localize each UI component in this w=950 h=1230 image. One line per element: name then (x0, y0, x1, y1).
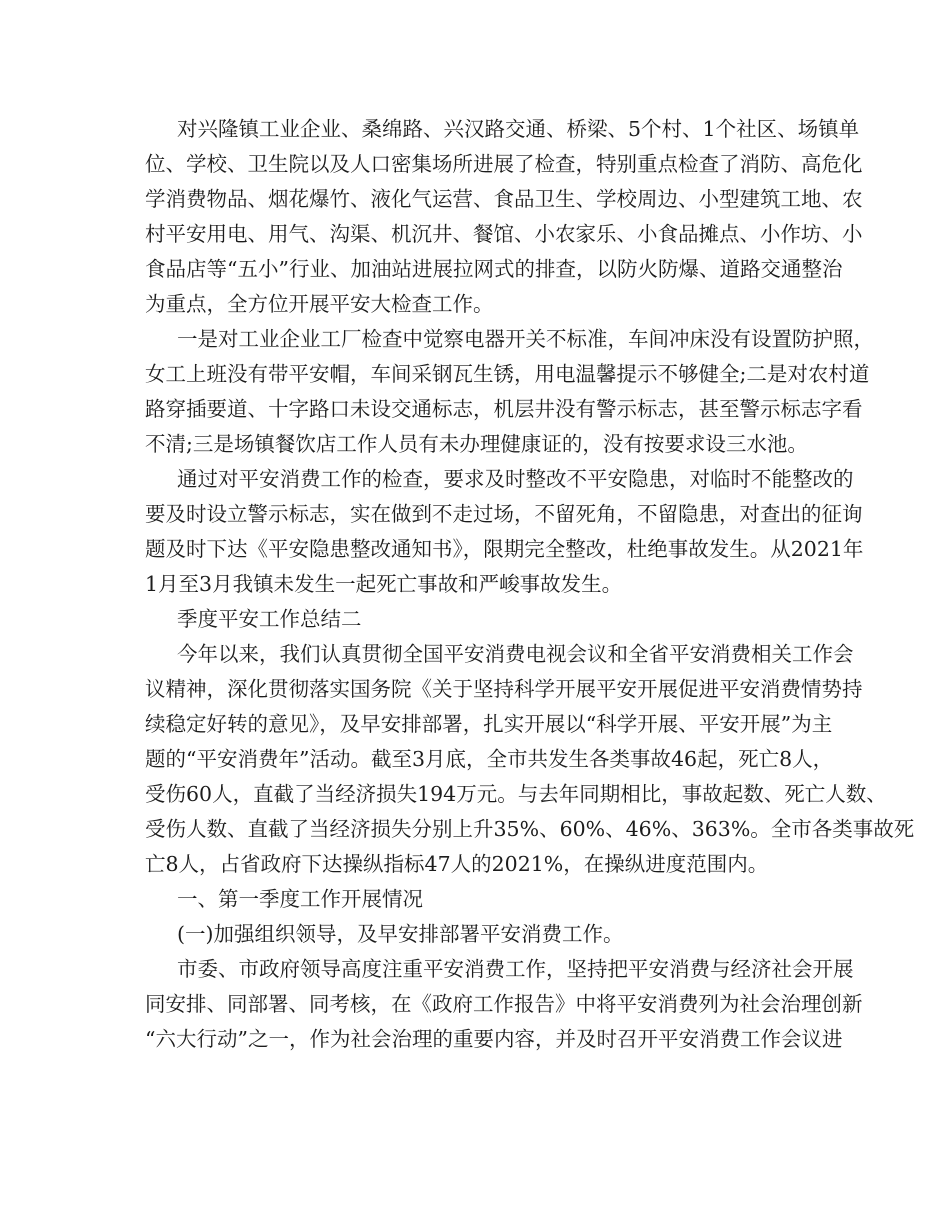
text-line: 一是对工业企业工厂检查中觉察电器开关不标准，车间冲床没有设置防护照， (177, 327, 874, 351)
text-line: 题的“平安消费年”活动。截至3月底，全市共发生各类事故46起，死亡8人， (145, 747, 834, 771)
text-line: 位、学校、卫生院以及人口密集场所进展了检查，特别重点检查了消防、高危化 (145, 152, 863, 176)
section-heading-summary-two (145, 602, 817, 637)
paragraph-rectification (145, 462, 864, 602)
section-heading: 季度平安工作总结二 (177, 607, 362, 631)
text-line: 1月至3月我镇未发生一起死亡事故和严峻事故发生。 (145, 572, 623, 596)
text-line: 不清;三是场镇餐饮店工作人员有未办理健康证的，没有按要求设三水池。 (145, 432, 808, 456)
subsection-heading-leadership (145, 917, 817, 952)
text-line: “六大行动”之一，作为社会治理的重要内容，并及时召开平安消费工作会议进 (145, 1027, 843, 1051)
text-line: 受伤60人，直截了当经济损失194万元。与去年同期相比，事故起数、死亡人数、 (145, 782, 887, 806)
text-line: 为重点，全方位开展平安大检查工作。 (145, 292, 494, 316)
paragraph-overview (145, 637, 915, 882)
text-line: 学消费物品、烟花爆竹、液化气运营、食品卫生、学校周边、小型建筑工地、农 (145, 187, 863, 211)
section-heading: 一、第一季度工作开展情况 (177, 887, 423, 911)
text-line: 续稳定好转的意见》，及早安排部署，扎实开展以“科学开展、平安开展”为主 (145, 712, 833, 736)
document-page (145, 112, 915, 1057)
text-line: 同安排、同部署、同考核，在《政府工作报告》中将平安消费列为社会治理创新 (145, 992, 863, 1016)
text-line: 题及时下达《平安隐患整改通知书》，限期完全整改，杜绝事故发生。从2021年 (145, 537, 864, 561)
paragraph-inspection-scope (145, 112, 863, 322)
text-line: 要及时设立警示标志，实在做到不走过场，不留死角，不留隐患，对查出的征询 (145, 502, 863, 526)
text-line: 对兴隆镇工业企业、桑绵路、兴汉路交通、桥梁、5个村、1个社区、场镇单 (177, 117, 860, 141)
subsection-heading: (一)加强组织领导，及早安排部署平安消费工作。 (177, 922, 624, 946)
paragraph-leadership (145, 952, 863, 1057)
text-line: 食品店等“五小”行业、加油站进展拉网式的排查，以防火防爆、道路交通整治 (145, 257, 843, 281)
text-line: 路穿插要道、十字路口未设交通标志，机层井没有警示标志，甚至警示标志字看 (145, 397, 863, 421)
text-line: 议精神，深化贯彻落实国务院《关于坚持科学开展平安开展促进平安消费情势持 (145, 677, 863, 701)
text-line: 通过对平安消费工作的检查，要求及时整改不平安隐患，对临时不能整改的 (177, 467, 854, 491)
text-line: 村平安用电、用气、沟渠、机沉井、餐馆、小农家乐、小食品摊点、小作坊、小 (145, 222, 863, 246)
text-line: 亡8人，占省政府下达操纵指标47人的2021%，在操纵进度范围内。 (145, 852, 769, 876)
section-heading-q1 (145, 882, 817, 917)
text-line: 市委、市政府领导高度注重平安消费工作，坚持把平安消费与经济社会开展 (177, 957, 854, 981)
paragraph-findings (145, 322, 874, 462)
text-line: 今年以来，我们认真贯彻全国平安消费电视会议和全省平安消费相关工作会 (177, 642, 854, 666)
text-line: 受伤人数、直截了当经济损失分别上升35%、60%、46%、363%。全市各类事故死 (145, 817, 915, 841)
text-line: 女工上班没有带平安帽，车间采钢瓦生锈，用电温馨提示不够健全;二是对农村道 (145, 362, 870, 386)
